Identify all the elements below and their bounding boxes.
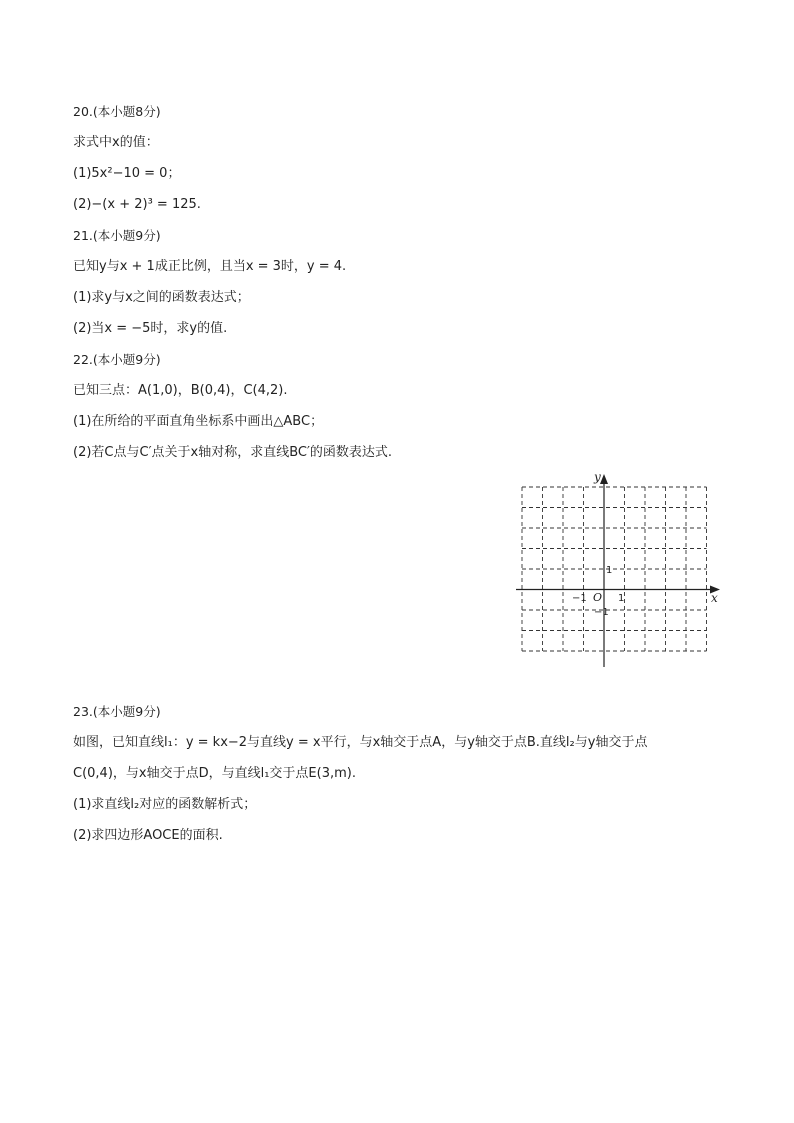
q23-part-1: (1)求直线l₂对应的函数解析式； <box>73 797 257 812</box>
q21-part-1: (1)求y与x之间的函数表达式； <box>73 290 250 305</box>
q21-heading: 21.(本小题9分) <box>73 228 161 243</box>
q22-prompt: 已知三点：A(1,0)，B(0,4)，C(4,2). <box>73 383 288 398</box>
origin-label: O <box>593 591 603 604</box>
q20-prompt: 求式中x的值： <box>73 135 159 150</box>
q21-part-2: (2)当x = −5时，求y的值. <box>73 321 228 336</box>
y-axis-label: y <box>594 470 601 484</box>
tick-y-pos-label: 1 <box>606 565 613 576</box>
q22-part-2: (2)若C点与C′点关于x轴对称，求直线BC′的函数表达式. <box>73 445 393 460</box>
grid-dashed-lines <box>522 487 707 651</box>
tick-x-neg-label: −1 <box>572 593 587 604</box>
q20-heading: 20.(本小题8分) <box>73 104 161 119</box>
q22-part-1: (1)在所给的平面直角坐标系中画出△ABC； <box>73 414 324 429</box>
tick-x-pos-label: 1 <box>618 593 625 604</box>
q23-heading: 23.(本小题9分) <box>73 704 161 719</box>
q21-prompt: 已知y与x + 1成正比例，且当x = 3时，y = 4. <box>73 259 347 274</box>
q20-part-1: (1)5x²−10 = 0； <box>73 166 181 181</box>
q22-heading: 22.(本小题9分) <box>73 352 161 367</box>
q20-part-2: (2)−(x + 2)³ = 125. <box>73 197 201 212</box>
q23-line-1: 如图，已知直线l₁：y = kx−2与直线y = x平行，与x轴交于点A，与y轴交于点B.直线l₂与y轴交于点 <box>73 735 648 750</box>
tick-y-neg-label: −1 <box>594 607 609 618</box>
q23-part-2: (2)求四边形AOCE的面积. <box>73 828 223 843</box>
q23-line-2: C(0,4)，与x轴交于点D，与直线l₁交于点E(3,m). <box>73 766 356 781</box>
y-axis-arrow-icon <box>600 474 608 484</box>
coordinate-grid-figure <box>514 470 722 670</box>
x-axis-label: x <box>711 591 718 605</box>
